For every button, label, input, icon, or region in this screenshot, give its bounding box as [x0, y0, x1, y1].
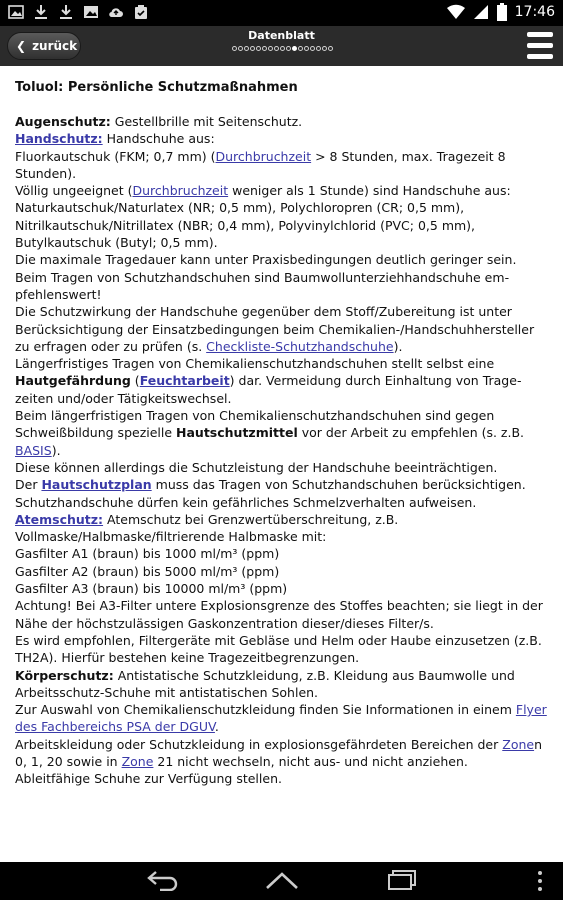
text-run: Diese können allerdings die Schutzleistung der Handschuhe beeinträchtigen. [15, 459, 498, 475]
text-run: n 0, 1, 20 sowie in [15, 736, 543, 769]
text-run: Es wird empfohlen, Filtergeräte mit Gebläse und Helm oder Haube einzusetzen (z.B. TH2A). Hierfür bestehen keine Tragezeitbegrenzungen. [15, 632, 542, 666]
paragraph [15, 182, 548, 251]
menu-button[interactable] [527, 32, 553, 59]
section-body [15, 113, 548, 788]
text-run: ) dar. Vermeidung durch Einhaltung von Tragezeiten und/oder Tätigkeitswechsel. [15, 373, 522, 406]
page-dot [232, 46, 237, 51]
text-run: 21 nicht wechseln, nicht aus- und nicht anziehen. [153, 753, 468, 769]
datasheet-content[interactable] [0, 66, 563, 862]
page-indicator [222, 46, 342, 51]
page-title: Datenblatt [248, 29, 315, 42]
inline-link[interactable]: Feuchtarbeit [139, 373, 230, 389]
nav-recents-icon[interactable] [386, 869, 418, 891]
page-dot [310, 46, 315, 51]
text-run: vor der Arbeit zu empfehlen (s. z.B. [297, 425, 525, 441]
inline-link[interactable]: Durchbruchzeit [132, 183, 229, 199]
inline-link[interactable]: Flyer des Fachbereichs PSA der DGUV [15, 702, 547, 735]
overflow-menu-icon[interactable] [535, 869, 545, 893]
page-dot [286, 46, 291, 51]
paragraph [15, 476, 548, 493]
text-run: Antistatische Schutzkleidung, z.B. Kleidung aus Baumwolle und Arbeitsschutz-Schuhe mit antistatischen Sohlen. [15, 667, 515, 700]
bold-term: Hautgefährdung [15, 373, 131, 389]
cloud-upload-icon [108, 4, 124, 20]
paragraph [15, 407, 548, 459]
page-dot [256, 46, 261, 51]
back-button-label: zurück [32, 39, 78, 53]
inline-link[interactable]: Handschutz: [15, 131, 103, 147]
bold-term: Körperschutz: [15, 667, 114, 683]
text-run: Atemschutz bei Grenzwertüberschreitung, z.B. Vollmaske/Halbmaske/filtrierende Halbmaske mit: [15, 511, 399, 545]
paragraph [15, 632, 548, 667]
clipboard-check-icon [133, 4, 149, 20]
status-bar [0, 0, 563, 26]
text-run: ). [51, 442, 61, 458]
text-run: Längerfristiges Tragen von Chemikalienschutzhandschuhen stellt selbst eine [15, 356, 495, 372]
paragraph [15, 545, 548, 562]
text-run: Arbeitskleidung oder Schutzkleidung in explosionsgefährdeten Bereichen der [15, 736, 503, 752]
text-run: Achtung! Bei A3-Filter untere Explosionsgrenze des Stoffes beachten; sie liegt in der Nähe der höchstzulässigen Gaskonzentration dieser/dieses Filter/s. [15, 598, 543, 631]
text-run: Schutzhandschuhe dürfen kein gefährliches Schmelzverhalten aufweisen. [15, 494, 477, 510]
paragraph [15, 459, 548, 476]
inline-link[interactable]: Checkliste-Schutzhandschuhe [206, 338, 394, 354]
paragraph [15, 580, 548, 597]
inline-link[interactable]: Hautschutzplan [41, 477, 152, 493]
gallery-icon [83, 4, 99, 20]
text-run: ). [393, 338, 403, 354]
text-run: Fluorkautschuk (FKM; 0,7 mm) ( [15, 148, 216, 164]
inline-link[interactable]: Zone [502, 736, 535, 752]
page-dot [280, 46, 285, 51]
paragraph [15, 770, 548, 787]
page-dot [298, 46, 303, 51]
text-run: . [214, 719, 219, 735]
page-dot [238, 46, 243, 51]
menu-icon [527, 43, 553, 48]
inline-link[interactable]: BASIS [15, 442, 52, 458]
text-run: Die maximale Tragedauer kann unter Praxisbedingungen deutlich geringer sein. [15, 252, 517, 268]
page-dot [274, 46, 279, 51]
page-dot [250, 46, 255, 51]
text-run: Gestellbrille mit Seitenschutz. [110, 114, 303, 129]
paragraph [15, 303, 548, 355]
bold-term: Hautschutzmittel [176, 425, 298, 441]
text-run: Völlig ungeeignet ( [15, 183, 133, 199]
battery-icon [497, 3, 507, 21]
paragraph [15, 148, 548, 183]
paragraph [15, 736, 548, 771]
inline-link[interactable]: Zone [121, 753, 154, 769]
page-dot [304, 46, 309, 51]
image-notification-icon [8, 4, 24, 20]
paragraph [15, 701, 548, 736]
page-dot [262, 46, 267, 51]
text-run: Gasfilter A2 (braun) bis 5000 ml/m³ (ppm) [15, 563, 280, 579]
text-run: Gasfilter A3 (braun) bis 10000 ml/m³ (ppm) [15, 581, 288, 597]
nav-back-icon[interactable] [146, 869, 180, 891]
paragraph [15, 563, 548, 580]
page-dot [268, 46, 273, 51]
page-dot [322, 46, 327, 51]
text-run: Beim längerfristigen Tragen von Chemikalienschutzhandschuhen sind gegen Schweißbildung spezielle [15, 408, 495, 441]
text-run: muss das Tragen von Schutzhandschuhen berücksichtigen. [151, 477, 526, 493]
signal-icon [473, 4, 489, 20]
paragraph [15, 130, 548, 147]
inline-link[interactable]: Atemschutz: [15, 511, 104, 527]
text-run: ( [130, 373, 140, 389]
navigation-bar [0, 862, 563, 900]
text-run: weniger als 1 Stunde) sind Handschuhe aus: Naturkautschuk/Naturlatex (NR; 0,5 mm), Polychloropren (CR; 0,5 mm), Nitrilkautschuk/Nitrillatex (NBR; 0,4 mm), Polyvinylchlorid (PVC; 0,5 mm), Butylkautschuk (Butyl; 0,5 mm). [15, 183, 511, 251]
chevron-left-icon: ❮ [16, 39, 27, 53]
text-run: Gasfilter A1 (braun) bis 1000 ml/m³ (ppm) [15, 546, 280, 562]
paragraph [15, 494, 548, 511]
paragraph [15, 251, 548, 268]
menu-icon [527, 32, 553, 37]
nav-home-icon[interactable] [264, 869, 300, 891]
text-run: Zur Auswahl von Chemikalienschutzkleidung finden Sie Informationen in einem [15, 702, 516, 718]
text-run: > 8 Stunden, max. Tragezeit 8 Stunden). [15, 148, 506, 181]
paragraph [15, 113, 548, 130]
page-dot [316, 46, 321, 51]
page-dot-active [292, 46, 297, 51]
clock: 17:46 [514, 4, 555, 20]
text-run: Die Schutzwirkung der Handschuhe gegenüber dem Stoff/Zubereitung ist unter Berücksichtigung der Einsatzbedingungen beim Chemikalien-/Handschuhhersteller zu erfragen oder zu prüfen (s. [15, 304, 535, 354]
inline-link[interactable]: Durchbruchzeit [215, 148, 312, 164]
system-icons [447, 3, 555, 21]
bold-term: Augenschutz: [15, 114, 111, 129]
text-run: Beim Tragen von Schutzhandschuhen sind Baumwollunterziehhandschuhe empfehlenswert! [15, 269, 510, 302]
page-dot [328, 46, 333, 51]
paragraph [15, 511, 548, 546]
paragraph [15, 667, 548, 702]
text-run: Handschuhe aus: [102, 131, 215, 147]
section-heading: Toluol: Persönliche Schutzmaßnahmen [15, 80, 298, 95]
text-run: Der [15, 477, 42, 493]
paragraph [15, 597, 548, 632]
wifi-icon [447, 4, 465, 20]
paragraph [15, 269, 548, 304]
menu-icon [527, 54, 553, 59]
paragraph [15, 355, 548, 407]
page-dot [244, 46, 249, 51]
notification-icons [8, 4, 149, 20]
text-run: Ableitfähige Schuhe zur Verfügung stellen. [15, 771, 282, 787]
action-bar [0, 26, 563, 66]
download-done-icon [58, 4, 74, 20]
download-done-icon [33, 4, 49, 20]
